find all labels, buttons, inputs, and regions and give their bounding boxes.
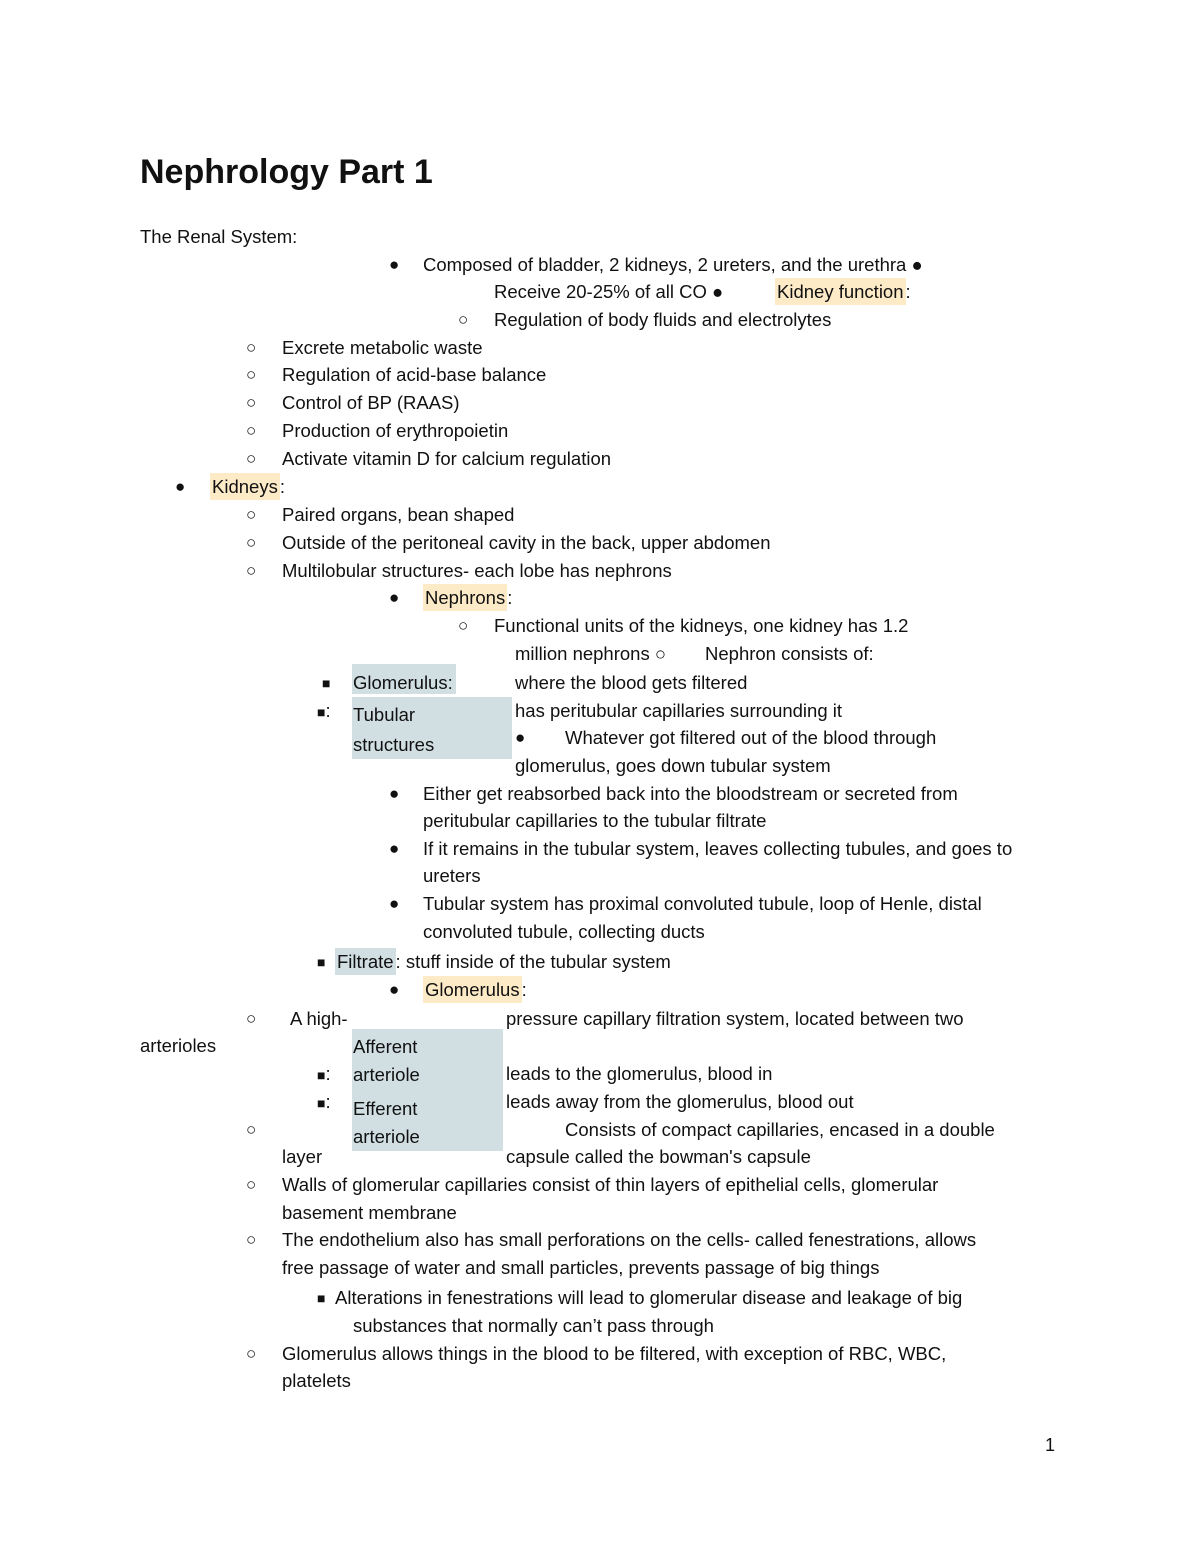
glomerulus-allows-text: Glomerulus allows things in the blood to be filtered, with exception of RBC, WBC, (282, 1343, 947, 1364)
circle-marker: ○ (458, 616, 469, 635)
colon: : (521, 979, 527, 1000)
circle-marker: ○ (458, 310, 469, 329)
text-line (423, 587, 512, 609)
efferent-label-1: Efferent (353, 1098, 418, 1119)
high-pressure-text-continued: pressure capillary filtration system, located between two (506, 1008, 964, 1029)
square-marker: ■ (317, 704, 326, 720)
glomerulus-label: Glomerulus: (353, 672, 453, 693)
circle-marker: ○ (246, 393, 257, 412)
either-text: Either get reabsorbed back into the bloodstream or secreted from (423, 783, 958, 804)
kidneys-heading: Kidneys (210, 473, 280, 500)
receive-text: Receive 20-25% of all CO (494, 281, 707, 302)
bullet-marker: ● (389, 255, 400, 274)
endothelium-text: The endothelium also has small perforations on the cells- called fenestrations, allows (282, 1229, 977, 1250)
efferent-definition: leads away from the glomerulus, blood out (506, 1091, 854, 1112)
colon: : (905, 281, 911, 302)
either-text-continued: peritubular capillaries to the tubular filtrate (423, 810, 767, 831)
tubular-system-text: Tubular system has proximal convoluted tubule, loop of Henle, distal (423, 893, 982, 914)
afferent-label-2: arteriole (353, 1064, 420, 1085)
square-marker: ■ (317, 1290, 326, 1306)
epo-text: Production of erythropoietin (282, 420, 509, 441)
efferent-label-2: arteriole (353, 1126, 420, 1147)
circle-marker: ○ (246, 1344, 257, 1363)
composed-text: Composed of bladder, 2 kidneys, 2 ureters, and the urethra (423, 254, 907, 275)
afferent-definition: leads to the glomerulus, blood in (506, 1063, 773, 1084)
whatever-text-continued: glomerulus, goes down tubular system (515, 755, 831, 776)
bullet-marker: ● (389, 894, 400, 913)
text-line (317, 700, 331, 723)
remains-text: If it remains in the tubular system, leaves collecting tubules, and goes to (423, 838, 1013, 859)
text-line (317, 1091, 331, 1114)
colon: : (325, 1091, 331, 1112)
arterioles-text: arterioles (140, 1035, 217, 1056)
bullet-marker: ● (389, 839, 400, 858)
bullet-marker: ● (175, 477, 186, 496)
acid-base-text: Regulation of acid-base balance (282, 364, 547, 385)
whatever-text: Whatever got filtered out of the blood through (565, 727, 937, 748)
glomerulus-heading: Glomerulus (423, 976, 522, 1003)
text-line (423, 254, 923, 276)
walls-text-continued: basement membrane (282, 1202, 457, 1223)
text-line (210, 476, 285, 498)
excrete-text: Excrete metabolic waste (282, 337, 483, 358)
regulation-fluids-text: Regulation of body fluids and electrolytes (494, 309, 832, 330)
section-label-renal-system: The Renal System: (140, 226, 298, 247)
circle-marker: ○ (246, 1175, 257, 1194)
square-marker: ■ (317, 954, 326, 970)
bullet-marker: ● (389, 980, 400, 999)
high-pressure-text: A high- (290, 1008, 348, 1029)
circle-marker: ○ (246, 338, 257, 357)
outside-text: Outside of the peritoneal cavity in the back, upper abdomen (282, 532, 771, 553)
circle-marker: ○ (654, 643, 667, 664)
circle-marker: ○ (246, 365, 257, 384)
circle-marker: ○ (246, 533, 257, 552)
text-line (494, 281, 723, 303)
glomerulus-allows-text-continued: platelets (282, 1370, 351, 1391)
filtrate-definition: : stuff inside of the tubular system (395, 951, 671, 972)
bullet-marker: ● (389, 588, 400, 607)
consists-text: Consists of compact capillaries, encased in a double (565, 1119, 995, 1140)
remains-text-continued: ureters (423, 865, 481, 886)
colon: : (507, 587, 513, 608)
square-marker: ■ (322, 675, 331, 691)
square-marker: ■ (317, 1095, 326, 1111)
functional-units-text: Functional units of the kidneys, one kidney has 1.2 (494, 615, 909, 636)
text-line (775, 281, 911, 303)
circle-marker: ○ (246, 1009, 257, 1028)
kidney-function-heading: Kidney function (775, 278, 906, 305)
afferent-label-1: Afferent (353, 1036, 418, 1057)
circle-marker: ○ (246, 561, 257, 580)
walls-text: Walls of glomerular capillaries consist of thin layers of epithelial cells, glomerular (282, 1174, 939, 1195)
colon: : (325, 700, 331, 721)
colon: : (279, 476, 285, 497)
bullet-marker: ● (911, 254, 923, 275)
tubular-label-1: Tubular (353, 704, 416, 725)
alterations-text-continued: substances that normally can’t pass through (353, 1315, 714, 1336)
vitamin-d-text: Activate vitamin D for calcium regulation (282, 448, 612, 469)
bp-text: Control of BP (RAAS) (282, 392, 460, 413)
endothelium-text-continued: free passage of water and small particles, prevents passage of big things (282, 1257, 880, 1278)
functional-units-continued: million nephrons (515, 643, 650, 664)
layer-text: layer (282, 1146, 323, 1167)
multilobular-text: Multilobular structures- each lobe has nephrons (282, 560, 672, 581)
nephron-consists-text: Nephron consists of: (705, 643, 874, 664)
tubular-definition: has peritubular capillaries surrounding it (515, 700, 843, 721)
text-line (515, 643, 666, 665)
colon: : (325, 1063, 331, 1084)
tubular-system-text-continued: convoluted tubule, collecting ducts (423, 921, 705, 942)
text-line (423, 979, 527, 1001)
square-marker: ■ (317, 1067, 326, 1083)
circle-marker: ○ (246, 449, 257, 468)
paired-text: Paired organs, bean shaped (282, 504, 515, 525)
glomerulus-definition: where the blood gets filtered (515, 672, 748, 693)
bullet-marker: ● (515, 728, 526, 747)
capsule-text: capsule called the bowman's capsule (506, 1146, 811, 1167)
alterations-text: Alterations in fenestrations will lead to glomerular disease and leakage of big (335, 1287, 963, 1308)
tubular-label-2: structures (353, 734, 435, 755)
circle-marker: ○ (246, 505, 257, 524)
page-title: Nephrology Part 1 (140, 153, 433, 191)
bullet-marker: ● (389, 784, 400, 803)
circle-marker: ○ (246, 421, 257, 440)
circle-marker: ○ (246, 1120, 257, 1139)
page-number: 1 (1044, 1435, 1055, 1455)
circle-marker: ○ (246, 1230, 257, 1249)
nephrons-heading: Nephrons (423, 584, 507, 611)
text-line (317, 1063, 331, 1086)
bullet-marker: ● (712, 281, 724, 302)
text-line (335, 951, 671, 973)
filtrate-term: Filtrate (335, 948, 396, 975)
